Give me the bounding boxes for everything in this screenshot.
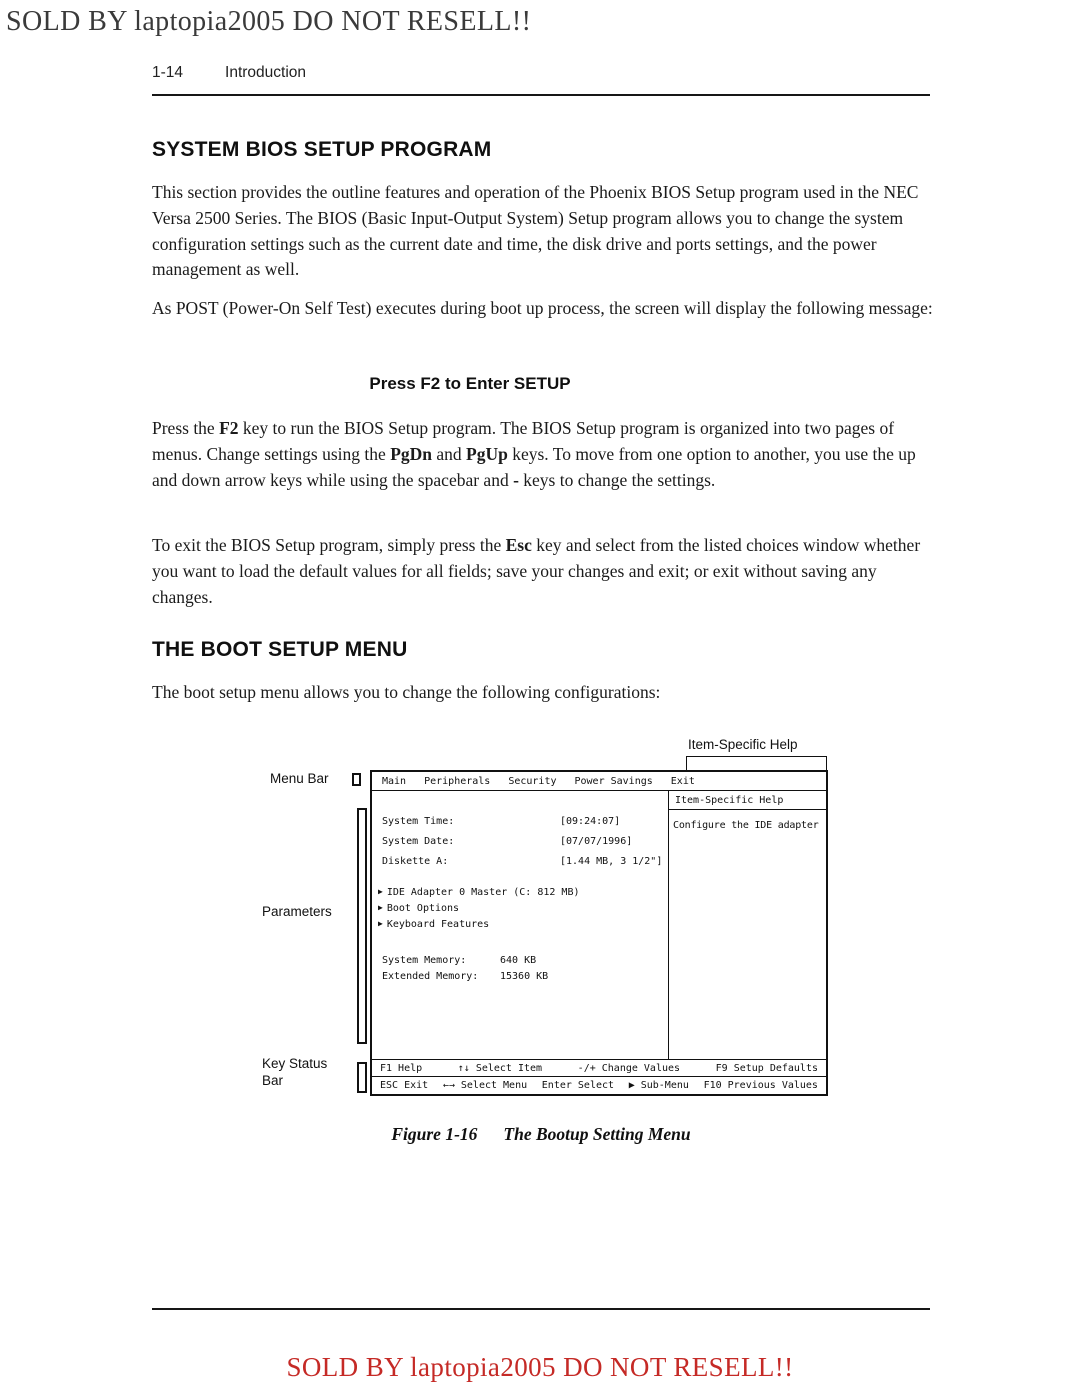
menu-item-peripherals: Peripherals	[424, 776, 491, 787]
submenu-keyboard-features	[378, 917, 668, 933]
field-system-time	[382, 815, 668, 835]
parameters-bracket	[357, 808, 367, 1044]
help-panel-text: Configure the IDE adapter	[673, 820, 819, 831]
footer-rule	[152, 1308, 930, 1310]
figure-bootup-setting-menu	[260, 735, 840, 1137]
submenu-arrow-icon: ▶	[378, 903, 383, 912]
text-segment: keys. To move from one option to another, you use the up and down arrow keys while using the spacebar and	[152, 443, 916, 490]
row-extended-memory	[382, 970, 668, 986]
menu-item-security: Security	[508, 776, 557, 787]
label-item-specific-help: Item-Specific Help	[688, 737, 798, 752]
chapter-title: Introduction	[225, 64, 307, 81]
key-name-pgdn: PgDn	[390, 443, 432, 464]
key-name-esc: Esc	[505, 535, 532, 555]
menu-item-power-savings: Power Savings	[574, 776, 653, 787]
memory-info	[382, 954, 668, 986]
press-f2-message: Press F2 to Enter SETUP	[369, 374, 571, 393]
text-segment: To exit the BIOS Setup program, simply press the	[152, 535, 506, 555]
memory-value: 640 KB	[500, 955, 537, 966]
field-value: [1.44 MB, 3 1/2"]	[560, 856, 663, 867]
submenu-arrow-icon: ▶	[378, 887, 383, 896]
submenu-boot-options	[378, 901, 668, 917]
submenu-arrow-icon: ▶	[378, 919, 383, 928]
field-label: Diskette A:	[382, 856, 449, 867]
status-row-1	[372, 1060, 826, 1077]
key-name-minus: -	[513, 469, 519, 490]
memory-value: 15360 KB	[500, 971, 549, 982]
watermark-top: SOLD BY laptopia2005 DO NOT RESELL!!	[6, 6, 532, 37]
paragraph-post-message: As POST (Power-On Self Test) executes during boot up process, the screen will display the following message:	[152, 298, 933, 318]
status-sub-menu: ▶ Sub-Menu	[628, 1080, 689, 1091]
field-label: System Time:	[382, 816, 455, 827]
text-segment: key and select from the listed choices window whether you want to load the default values for all fields; save your changes and exit; or exit without saving any changes.	[152, 535, 921, 607]
bios-screen-body	[372, 791, 826, 1059]
paragraph-boot-menu-intro: The boot setup menu allows you to change the following configurations:	[152, 682, 661, 702]
figure-title: The Bootup Setting Menu	[503, 1124, 691, 1144]
text-segment: Press the	[152, 418, 220, 438]
status-select-item: ↑↓ Select Item	[457, 1062, 543, 1074]
item-specific-help-panel	[668, 791, 826, 1059]
header-rule	[152, 94, 930, 96]
label-key-status-line1: Key Status	[262, 1056, 328, 1071]
paragraph-bios-overview: This section provides the outline features and operation of the Phoenix BIOS Setup program used in the NEC Versa 2500 Series. The BIOS (Basic Input-Output System) Setup program allows you to change the system configuration settings such as the current date and time, the disk drive and ports settings, and the power management as well.	[152, 182, 919, 280]
memory-label: Extended Memory:	[382, 971, 479, 982]
submenu-ide-adapter	[378, 885, 668, 901]
page-header	[152, 64, 306, 82]
bios-setup-screen	[370, 770, 828, 1096]
key-status-bar-bracket	[357, 1062, 367, 1093]
key-name-pgup: PgUp	[466, 443, 508, 464]
submenu-label: Boot Options	[386, 903, 460, 914]
page-number: 1-14	[152, 64, 184, 81]
section-heading-boot-setup-menu: THE BOOT SETUP MENU	[152, 638, 408, 661]
submenu-label: IDE Adapter 0 Master (C: 812 MB)	[386, 887, 580, 898]
paragraph-f2-instructions	[152, 416, 934, 493]
label-key-status-line2: Bar	[262, 1073, 284, 1088]
menu-item-exit: Exit	[670, 776, 695, 787]
text-segment: key to run the BIOS Setup program. The BIOS Setup program is organized into two pages of menus. Change settings using the	[152, 418, 895, 464]
field-value: [07/07/1996]	[560, 836, 633, 847]
status-esc-exit: ESC Exit	[380, 1080, 429, 1091]
bios-menu-bar	[372, 772, 826, 791]
label-key-status-bar	[262, 1055, 327, 1089]
figure-number: Figure 1-16	[391, 1124, 478, 1144]
status-row-2	[372, 1077, 826, 1094]
label-menu-bar: Menu Bar	[270, 771, 329, 786]
status-f1-help: F1 Help	[380, 1062, 423, 1074]
row-system-memory	[382, 954, 668, 970]
figure-caption	[152, 1124, 930, 1145]
submenu-label: Keyboard Features	[386, 919, 490, 930]
status-change-values: -/+ Change Values	[577, 1062, 681, 1074]
status-select-menu: ←→ Select Menu	[442, 1080, 528, 1091]
key-status-bar	[372, 1059, 826, 1094]
status-enter-select: Enter Select	[541, 1080, 615, 1091]
memory-label: System Memory:	[382, 955, 467, 966]
text-segment: and	[432, 443, 467, 464]
field-system-date	[382, 835, 668, 855]
paragraph-exit-instructions	[152, 533, 934, 610]
status-setup-defaults: F9 Setup Defaults	[715, 1062, 818, 1074]
field-label: System Date:	[382, 836, 455, 847]
menu-bar-marker	[352, 773, 361, 786]
field-diskette-a	[382, 855, 668, 875]
field-value: [09:24:07]	[560, 816, 621, 827]
watermark-bottom: SOLD BY laptopia2005 DO NOT RESELL!!	[286, 1352, 794, 1382]
item-specific-help-callout-box	[686, 756, 827, 770]
menu-item-main: Main	[382, 776, 407, 787]
text-segment: keys to change the settings.	[518, 469, 716, 490]
help-panel-title: Item-Specific Help	[669, 791, 826, 810]
section-heading-bios-setup: SYSTEM BIOS SETUP PROGRAM	[152, 138, 492, 161]
bios-settings-pane	[372, 791, 668, 1059]
label-parameters: Parameters	[262, 904, 332, 919]
key-name-f2: F2	[219, 418, 239, 438]
status-previous-values: F10 Previous Values	[703, 1080, 818, 1091]
